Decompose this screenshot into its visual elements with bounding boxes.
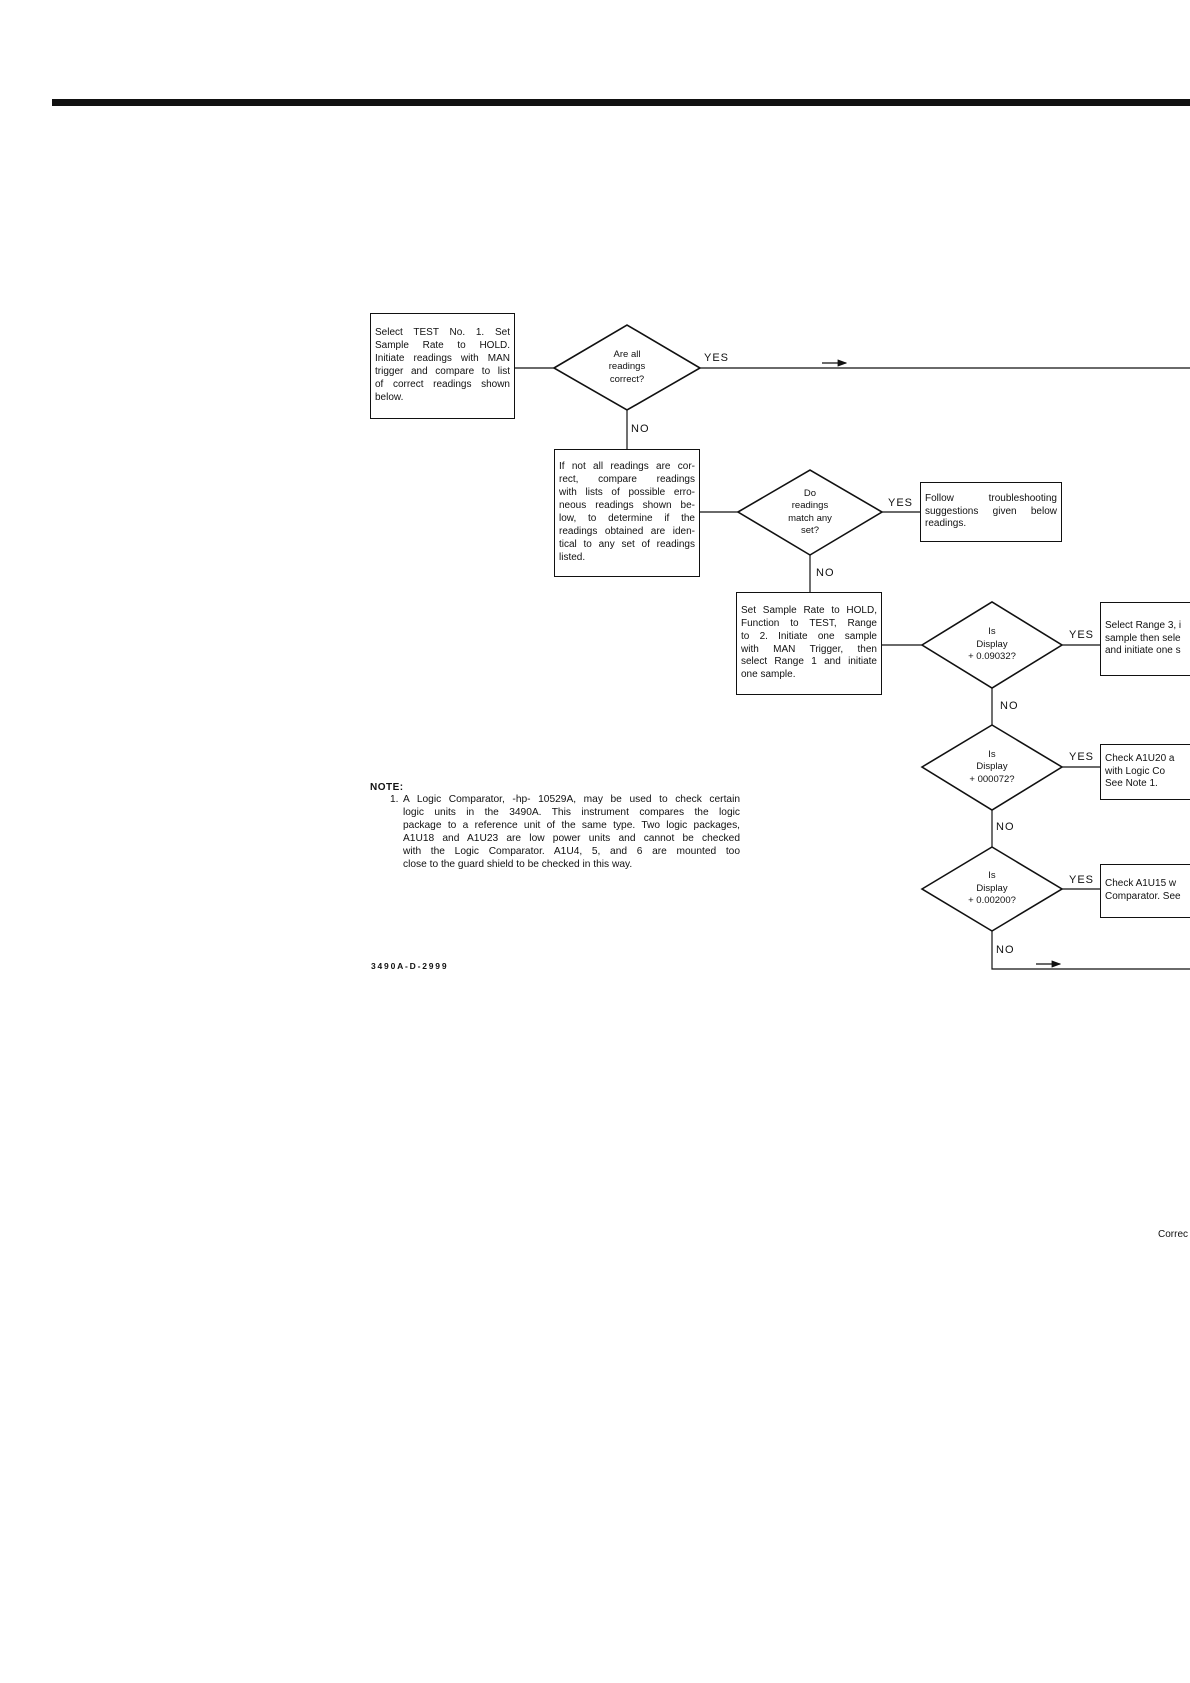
text-line: Sample Rate to HOLD. bbox=[375, 340, 510, 352]
text-line: and initiate one s bbox=[1105, 645, 1181, 657]
text-line: Comparator. See bbox=[1105, 891, 1181, 902]
decision-text-display-000072 bbox=[922, 725, 1062, 810]
text-line: A Logic Comparator, -hp- 10529A, may be used to check certain bbox=[403, 794, 740, 805]
no-label: NO bbox=[816, 567, 835, 579]
text-line: Display bbox=[976, 882, 1008, 894]
text-line: of correct readings shown bbox=[375, 378, 510, 390]
yes-label: YES bbox=[1069, 629, 1095, 641]
text-line: tical to any set of readings bbox=[559, 538, 695, 550]
text-line: Function to TEST, Range bbox=[741, 617, 877, 629]
text-line: Display bbox=[976, 761, 1008, 773]
note-heading: NOTE: bbox=[370, 782, 404, 793]
text-line: with Logic Co bbox=[1105, 765, 1166, 777]
text-line: listed. bbox=[559, 551, 586, 563]
note-body bbox=[403, 793, 740, 872]
no-label: NO bbox=[1000, 700, 1019, 712]
note-number: 1. bbox=[390, 794, 399, 805]
text-line: with MAN Trigger, then bbox=[741, 643, 877, 655]
text-line: readings. bbox=[925, 518, 967, 530]
figure-id: 3490A-D-2999 bbox=[371, 961, 449, 971]
top-rule bbox=[52, 99, 1190, 106]
text-line: Is bbox=[988, 626, 996, 638]
no-label: NO bbox=[996, 821, 1015, 833]
process-box-select-test bbox=[370, 313, 515, 419]
text-line: Select TEST No. 1. Set bbox=[375, 327, 510, 339]
text-line: Is bbox=[988, 748, 996, 760]
text-line: Is bbox=[988, 870, 996, 882]
decision-text-match-any bbox=[738, 470, 882, 555]
text-line: Select Range 3, i bbox=[1105, 619, 1182, 631]
process-box-select-range-3 bbox=[1100, 602, 1190, 676]
text-line: package to a reference unit of the same type. Two logic packages, bbox=[403, 820, 740, 832]
text-line: Are all bbox=[613, 348, 641, 360]
text-line: See Note 1. bbox=[1105, 778, 1158, 790]
text-line: below. bbox=[375, 391, 404, 403]
process-box-check-a1u15 bbox=[1100, 864, 1190, 918]
text-line: Check A1U20 a bbox=[1105, 752, 1175, 764]
text-line: Set Sample Rate to HOLD, bbox=[741, 604, 877, 616]
text-line: readings bbox=[608, 361, 646, 373]
text-line: to 2. Initiate one sample bbox=[741, 630, 877, 642]
yes-label: YES bbox=[1069, 874, 1095, 886]
text-line: Display bbox=[976, 638, 1008, 650]
text-line: readings obtained are iden- bbox=[559, 525, 695, 537]
text-line: match any bbox=[788, 512, 832, 524]
yes-label: YES bbox=[888, 497, 914, 509]
no-label: NO bbox=[631, 423, 650, 435]
text-line: readings bbox=[791, 500, 829, 511]
text-line: A1U18 and A1U23 are low power units and cannot be checked bbox=[403, 833, 740, 845]
text-line: + 0.09032? bbox=[968, 651, 1016, 663]
text-line: set? bbox=[801, 525, 819, 536]
text-line: rect, compare readings bbox=[559, 474, 695, 486]
caption-fragment: Correc bbox=[1158, 1229, 1189, 1240]
text-line: Do bbox=[803, 487, 817, 499]
text-line: Initiate readings with MAN bbox=[375, 353, 510, 365]
text-line: select Range 1 and initiate bbox=[741, 656, 877, 668]
decision-text-display-09032 bbox=[922, 602, 1062, 688]
text-line: + 0.00200? bbox=[968, 895, 1016, 907]
text-line: with the Logic Comparator. A1U4, 5, and 6 are mounted too bbox=[403, 846, 740, 858]
process-box-check-a1u20 bbox=[1100, 744, 1190, 800]
text-line: close to the guard shield to be checked in this way. bbox=[403, 859, 633, 871]
process-box-compare-erroneous-readings bbox=[554, 449, 700, 577]
text-line: suggestions given below bbox=[925, 505, 1057, 517]
text-line: + 000072? bbox=[969, 773, 1015, 785]
text-line: Check A1U15 w bbox=[1105, 878, 1177, 890]
decision-text-all-correct bbox=[554, 325, 700, 410]
yes-label: YES bbox=[1069, 751, 1095, 763]
text-line: sample then sele bbox=[1105, 632, 1181, 644]
no-label: NO bbox=[996, 944, 1015, 956]
text-line: If not all readings are cor- bbox=[559, 461, 695, 473]
text-line: correct? bbox=[609, 373, 645, 385]
text-line: logic units in the 3490A. This instrument compares the logic bbox=[403, 807, 740, 819]
process-box-set-sample-rate bbox=[736, 592, 882, 695]
text-line: one sample. bbox=[741, 669, 796, 681]
text-line: neous readings shown be- bbox=[559, 500, 695, 512]
process-box-follow-troubleshooting bbox=[920, 482, 1062, 542]
connector-display-00200-no bbox=[992, 931, 1190, 969]
text-line: Follow troubleshooting bbox=[925, 492, 1057, 504]
decision-text-display-00200 bbox=[922, 847, 1062, 931]
yes-label: YES bbox=[704, 352, 730, 364]
text-line: low, to determine if the bbox=[559, 513, 695, 524]
text-line: trigger and compare to list bbox=[375, 366, 510, 377]
text-line: with lists of possible erro- bbox=[559, 487, 695, 499]
